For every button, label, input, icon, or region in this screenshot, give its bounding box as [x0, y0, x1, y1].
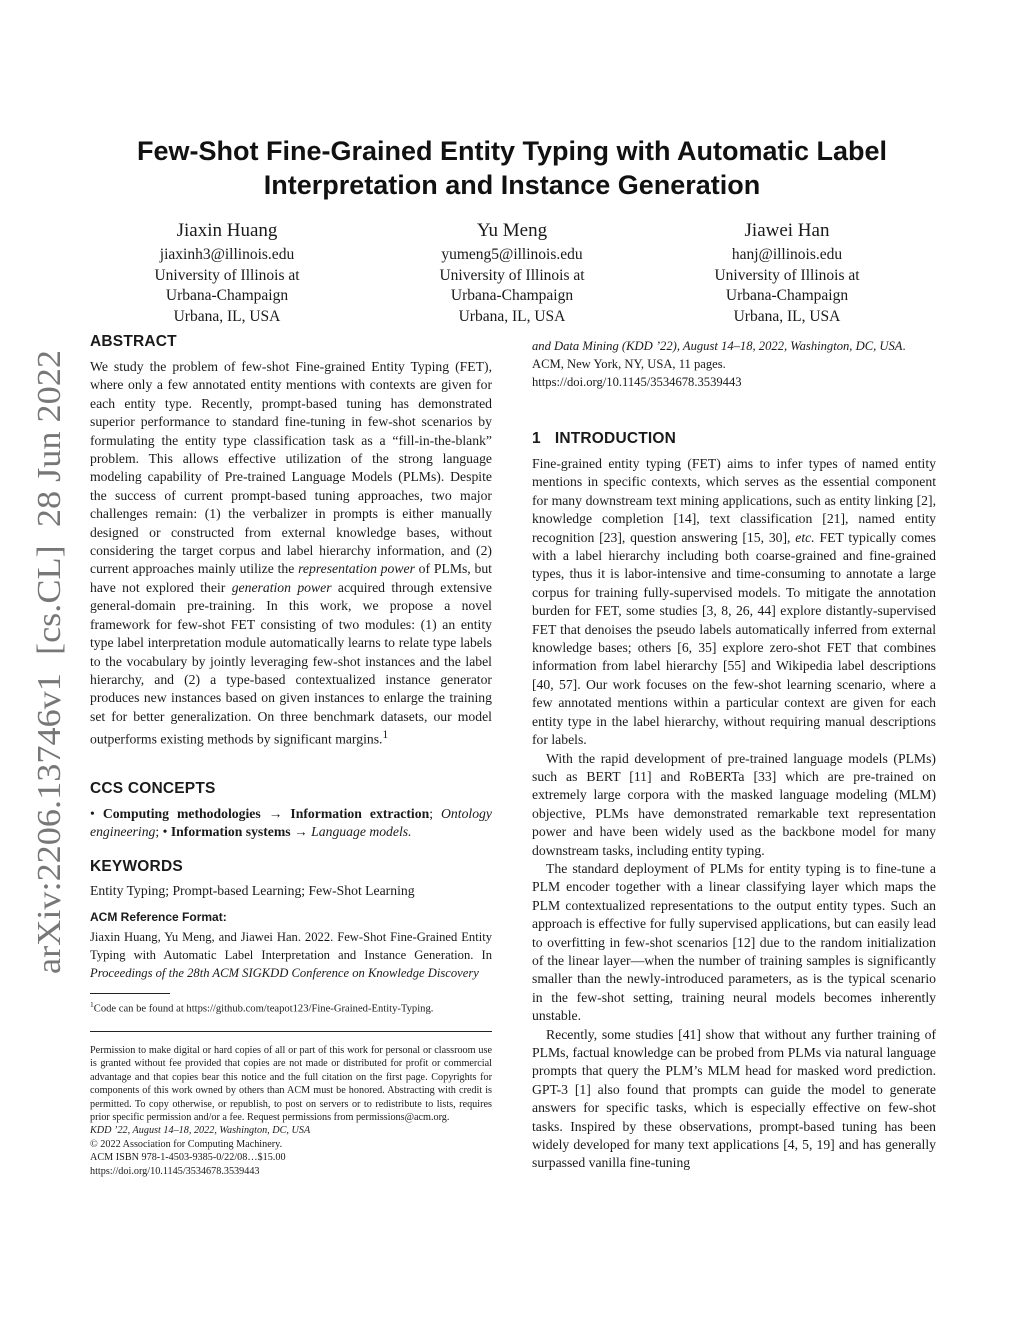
- author-affiliation: University of Illinois at: [154, 266, 300, 284]
- author-location: Urbana, IL, USA: [458, 307, 566, 325]
- author-affiliation-2: Urbana-Champaign: [165, 287, 289, 304]
- abstract-text: We study the problem of few-shot Fine-grained Entity Typing (FET), where only a few annotated entity mentions with contexts are given for each entity type. Recently, prompt-based tuning has demonstrated superior performance to standard fine-tuning in few-shot scenarios by formulating the entity type classification task as a “fill-in-the-blank” problem. This allows effective utilization of the strong language modeling capability of Pre-trained Language Models (PLMs). Despite the success of current prompt-based tuning approaches, two major challenges remain: (1) the verbalizer in prompts is either manually designed or constructed from external knowledge bases, without considering the target corpus and label hierarchy information, and (2) current approaches mainly utilize the representation power of PLMs, but have not explored their generation power acquired through extensive general-domain pre-training. In this work, we propose a novel framework for few-shot FET consisting of two modules: (1) an entity type label interpretation module automatically learns to relate type labels to the vocabulary by jointly leveraging few-shot instances and the label hierarchy, and (2) a type-based contextualized instance generator produces new instances based on given instances to enlarge the training set for better generalization. On three benchmark datasets, our model outperforms existing methods by significant margins.$^1$: [90, 359, 492, 747]
- permission-divider: [90, 1031, 492, 1032]
- acm-reference-heading: ACM Reference Format:: [90, 910, 227, 924]
- author-affiliation-2: Urbana-Champaign: [725, 287, 849, 304]
- author-affiliation: University of Illinois at: [714, 266, 860, 284]
- acm-reference-venue-start: Proceedings of the 28th ACM SIGKDD Conference on Knowledge Discovery: [90, 966, 479, 980]
- author-email: yumeng5@illinois.edu: [441, 246, 583, 263]
- author-block-2: [367, 218, 657, 327]
- intro-paragraph-1: Fine-grained entity typing (FET) aims to infer types of named entity mentions in specific contexts, which serves as the essential component for many downstream text mining applications, such as entity linking [2], knowledge completion [14], text classification [21], named entity recognition [23], question answering [15, 30], etc. FET typically comes with a label hierarchy including both coarse-grained and fine-grained types, thus it is labor-intensive and time-consuming to annotate a large corpus for training fully-supervised models. To mitigate the annotation burden for FET, some studies [3, 8, 26, 44] explore distantly-supervised FET that denoises the pseudo labels automatically inferred from external knowledge bases; others [6, 35] explore zero-shot FET that combines information from label hierarchy [55] and Wikipedia label descriptions [40, 57]. Our work focuses on the few-shot learning scenario, where a few annotated mentions within a particular context are given for each entity type in the label hierarchy, without requiring manual descriptions for labels.: [532, 456, 936, 748]
- arxiv-identifier-stamp: [24, 348, 70, 976]
- abstract-heading: ABSTRACT: [90, 333, 177, 350]
- permission-isbn: ACM ISBN 978-1-4503-9385-0/22/08…$15.00: [90, 1152, 286, 1164]
- permission-copyright: © 2022 Association for Computing Machinery.: [90, 1138, 283, 1150]
- arxiv-id-text: arXiv:2206.13746v1 [cs.CL] 28 Jun 2022: [31, 388, 68, 974]
- author-location: Urbana, IL, USA: [173, 307, 281, 325]
- author-block-1: [82, 218, 372, 327]
- author-affiliation: University of Illinois at: [439, 266, 585, 284]
- acm-reference-text: Jiaxin Huang, Yu Meng, and Jiawei Han. 2022. Few-Shot Fine-Grained Entity Typing with Automatic Label Interpretation and Instance Generation. In Proceedings of the 28th ACM SIGKDD Conference on Knowledge Discovery: [90, 930, 492, 980]
- acm-reference-continuation: and Data Mining (KDD ’22), August 14–18, 2022, Washington, DC, USA. ACM, New York, NY, USA, 11 pages. https://doi.org/10.1145/3534678.3539443: [532, 339, 906, 389]
- author-email: hanj@illinois.edu: [731, 246, 843, 263]
- ccs-concepts-heading: CCS CONCEPTS: [90, 780, 216, 797]
- keywords-heading: KEYWORDS: [90, 858, 183, 875]
- permission-notice: [90, 1044, 492, 1178]
- footnote: $^1$Code can be found at https://github.com/teapot123/Fine-Grained-Entity-Typing.: [90, 1000, 434, 1015]
- permission-doi: https://doi.org/10.1145/3534678.3539443: [90, 1165, 260, 1177]
- author-name: Jiaxin Huang: [176, 220, 278, 241]
- introduction-heading: 1 INTRODUCTION: [532, 430, 677, 447]
- permission-venue: KDD ’22, August 14–18, 2022, Washington, DC, USA: [90, 1125, 311, 1137]
- author-block-3: [642, 218, 932, 327]
- author-name: Jiawei Han: [744, 220, 830, 241]
- intro-paragraph-2: With the rapid development of pre-trained language models (PLMs) such as BERT [11] and RoBERTa [33] which are pre-trained on extremely large corpora with the masked language modeling (MLM) objective, PLMs have demonstrated remarkable text representation power and have been widely used as the backbone model for many downstream tasks, including entity typing.: [532, 750, 936, 858]
- footnote-marker: 1: [382, 729, 389, 742]
- author-location: Urbana, IL, USA: [733, 307, 841, 325]
- paper-title: [90, 134, 934, 202]
- keywords-text: Entity Typing; Prompt-based Learning; Few-Shot Learning: [90, 883, 415, 898]
- title-line-2: Interpretation and Instance Generation: [263, 170, 761, 200]
- title-line-1: Few-Shot Fine-Grained Entity Typing with Automatic Label: [136, 136, 887, 166]
- permission-text: Permission to make digital or hard copies of all or part of this work for personal or classroom use is granted without fee provided that copies are not made or distributed for profit or commercial advantage and that copies bear this notice and the full citation on the first page. Copyrights for components of this work owned by others than ACM must be honored. Abstracting with credit is permitted. To copy otherwise, or republish, to post on servers or to redistribute to lists, requires prior specific permission and/or a fee. Request permissions from permissions@acm.org.: [90, 1045, 492, 1124]
- author-affiliation-2: Urbana-Champaign: [450, 287, 574, 304]
- intro-paragraph-4: Recently, some studies [41] show that without any further training of PLMs, factual knowledge can be probed from PLMs via natural language prompts that query the PLM’s MLM head for masked word prediction. GPT-3 [1] also found that prompts can guide the model to generate answers for specific tasks, which is especially effective on few-shot tasks. Inspired by these observations, prompt-based tuning has been widely developed for many text applications [4, 5, 19] and has generally surpassed vanilla fine-tuning: [532, 1026, 936, 1171]
- introduction-text: [532, 455, 936, 1173]
- ccs-concepts-text: • Computing methodologies → Information extraction; Ontology engineering; • Information systems → Language models.: [90, 806, 492, 840]
- intro-paragraph-3: The standard deployment of PLMs for entity typing is to fine-tune a PLM encoder together with a linear classifying layer which maps the PLM contextualized representations to the output entity types. Such an approach is effective for fully supervised applications, but can easily lead to overfitting in few-shot scenarios [12] due to the random initialization of the linear layer—when the number of training samples is significantly smaller than the newly-introduced parameters, as is the typical scenario in the few-shot setting, training neural models becomes inherently unstable.: [532, 860, 936, 1024]
- author-email: jiaxinh3@illinois.edu: [159, 246, 295, 263]
- footnote-divider: [90, 993, 170, 994]
- author-name: Yu Meng: [476, 220, 548, 241]
